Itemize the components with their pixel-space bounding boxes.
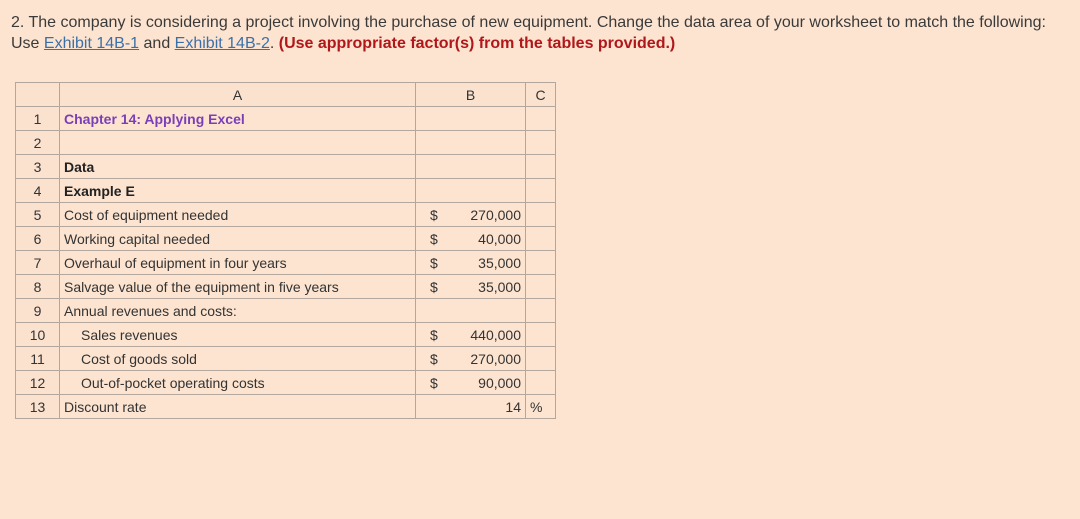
cell-b[interactable] [416, 275, 526, 299]
row-number: 3 [16, 155, 60, 179]
question-mid: and [139, 35, 175, 52]
cell-b[interactable] [416, 371, 526, 395]
currency-symbol: $ [430, 327, 438, 343]
column-header-c: C [526, 83, 556, 107]
row-number: 11 [16, 347, 60, 371]
cell-c[interactable] [526, 227, 556, 251]
cell-c[interactable] [526, 347, 556, 371]
sheet-row [16, 203, 556, 227]
row-number: 13 [16, 395, 60, 419]
cell-c[interactable] [526, 251, 556, 275]
cell-c[interactable] [526, 323, 556, 347]
cell-c[interactable] [526, 275, 556, 299]
cell-b[interactable] [416, 203, 526, 227]
cell-c[interactable] [526, 107, 556, 131]
row-number: 7 [16, 251, 60, 275]
question-text [11, 12, 1071, 54]
column-header-row [16, 83, 556, 107]
exhibit-14b-1-link[interactable]: Exhibit 14B-1 [43, 35, 140, 52]
question-prefix: 2. The company is considering a project involving the purchase of new equipment. Change the data area of your worksheet to match the following: Use [11, 14, 1046, 52]
cell-a[interactable]: Cost of equipment needed [60, 203, 416, 227]
corner-cell [16, 83, 60, 107]
cell-c[interactable] [526, 155, 556, 179]
sheet-row [16, 251, 556, 275]
currency-symbol: $ [430, 231, 438, 247]
sheet-row [16, 347, 556, 371]
cell-value: 14 [505, 399, 521, 415]
question-after: . [269, 35, 279, 52]
cell-a[interactable]: Discount rate [60, 395, 416, 419]
sheet-row [16, 107, 556, 131]
cell-a[interactable]: Working capital needed [60, 227, 416, 251]
cell-b[interactable] [416, 323, 526, 347]
cell-a[interactable]: Example E [60, 179, 416, 203]
row-number: 4 [16, 179, 60, 203]
cell-c[interactable] [526, 299, 556, 323]
sheet-row [16, 275, 556, 299]
cell-b[interactable] [416, 131, 526, 155]
cell-c[interactable] [526, 179, 556, 203]
currency-symbol: $ [430, 255, 438, 271]
sheet-row [16, 395, 556, 419]
cell-a[interactable]: Data [60, 155, 416, 179]
cell-b[interactable] [416, 251, 526, 275]
cell-b[interactable] [416, 155, 526, 179]
cell-value: 35,000 [478, 255, 521, 271]
sheet-row [16, 371, 556, 395]
cell-c[interactable] [526, 203, 556, 227]
cell-c[interactable] [526, 131, 556, 155]
row-number: 12 [16, 371, 60, 395]
cell-a[interactable]: Overhaul of equipment in four years [60, 251, 416, 275]
question-emphasis: (Use appropriate factor(s) from the tables provided.) [278, 35, 676, 52]
cell-value: 35,000 [478, 279, 521, 295]
row-number: 8 [16, 275, 60, 299]
cell-a[interactable]: Sales revenues [60, 323, 416, 347]
cell-c[interactable] [526, 371, 556, 395]
currency-symbol: $ [430, 207, 438, 223]
cell-value: 270,000 [470, 351, 521, 367]
cell-a[interactable]: Salvage value of the equipment in five years [60, 275, 416, 299]
currency-symbol: $ [430, 279, 438, 295]
sheet-row [16, 131, 556, 155]
cell-b[interactable] [416, 395, 526, 419]
cell-b[interactable] [416, 227, 526, 251]
cell-value: 90,000 [478, 375, 521, 391]
spreadsheet [15, 82, 556, 419]
currency-symbol: $ [430, 375, 438, 391]
cell-a[interactable]: Cost of goods sold [60, 347, 416, 371]
row-number: 5 [16, 203, 60, 227]
sheet-row [16, 179, 556, 203]
cell-b[interactable] [416, 107, 526, 131]
row-number: 1 [16, 107, 60, 131]
cell-b[interactable] [416, 347, 526, 371]
cell-a[interactable]: Out-of-pocket operating costs [60, 371, 416, 395]
sheet-row [16, 299, 556, 323]
column-header-b: B [416, 83, 526, 107]
row-number: 2 [16, 131, 60, 155]
cell-value: 440,000 [470, 327, 521, 343]
currency-symbol: $ [430, 351, 438, 367]
exhibit-14b-2-link[interactable]: Exhibit 14B-2 [174, 35, 270, 52]
sheet-row [16, 323, 556, 347]
row-number: 10 [16, 323, 60, 347]
cell-a[interactable]: Chapter 14: Applying Excel [60, 107, 416, 131]
cell-value: 270,000 [470, 207, 521, 223]
cell-b[interactable] [416, 299, 526, 323]
column-header-a: A [60, 83, 416, 107]
cell-c[interactable]: % [526, 395, 556, 419]
cell-a[interactable]: Annual revenues and costs: [60, 299, 416, 323]
row-number: 6 [16, 227, 60, 251]
cell-b[interactable] [416, 179, 526, 203]
sheet-row [16, 227, 556, 251]
cell-a[interactable] [60, 131, 416, 155]
sheet-row [16, 155, 556, 179]
row-number: 9 [16, 299, 60, 323]
cell-value: 40,000 [478, 231, 521, 247]
